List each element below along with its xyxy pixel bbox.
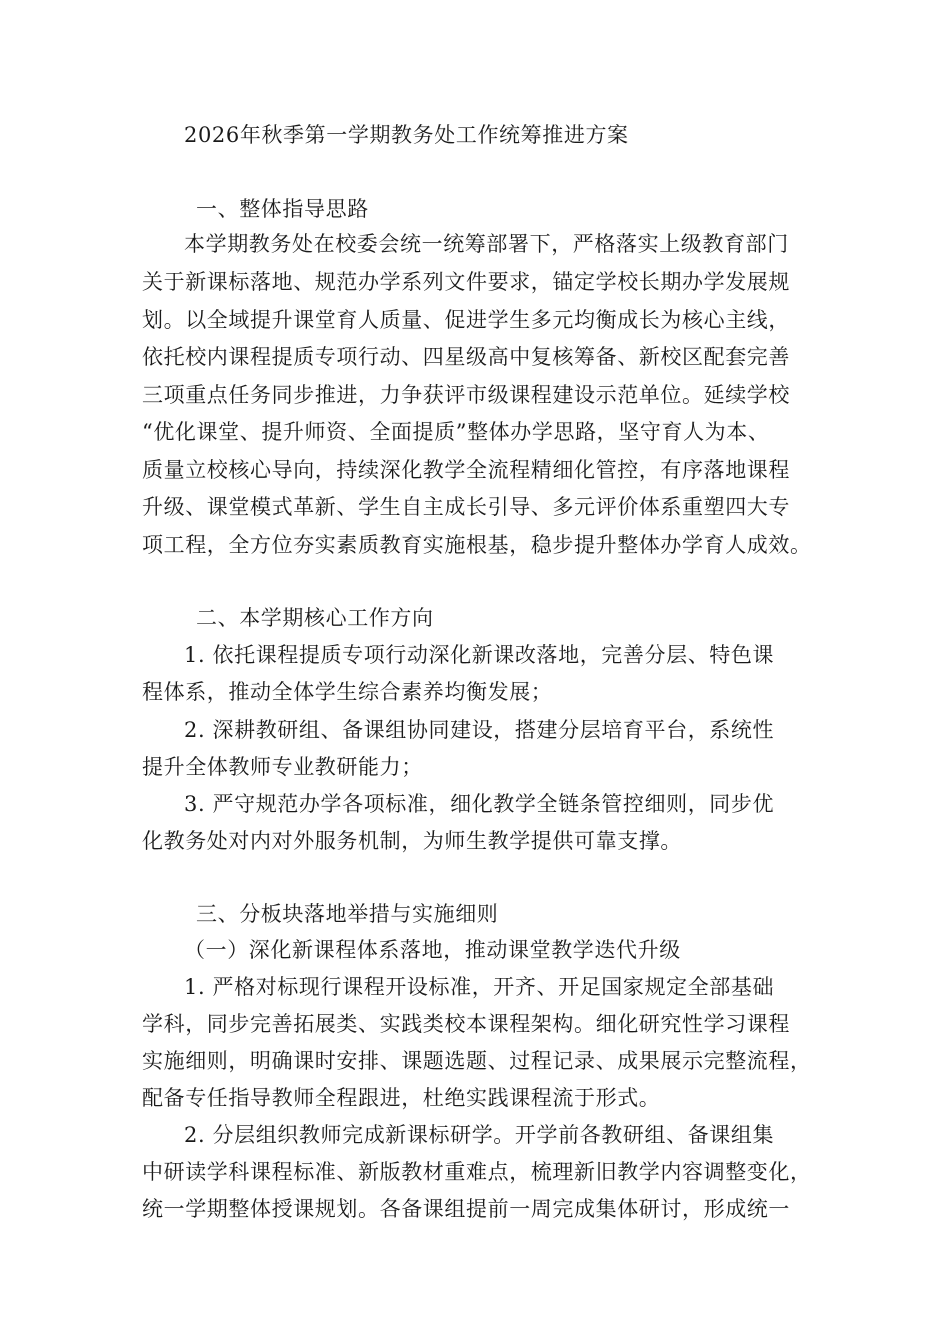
list-item-line: 3. 严守规范办学各项标准，细化教学全链条管控细则，同步优: [184, 792, 775, 816]
list-item-line: 程体系，推动全体学生综合素养均衡发展；: [142, 680, 553, 704]
paragraph-line: 升级、课堂模式革新、学生自主成长引导、多元评价体系重塑四大专: [142, 495, 790, 519]
list-item-line: 2. 分层组织教师完成新课标研学。开学前各教研组、备课组集: [184, 1123, 775, 1147]
section-heading-1: 一、整体指导思路: [196, 197, 369, 221]
list-item-line: 提升全体教师专业教研能力；: [142, 755, 423, 779]
section-heading-2: 二、本学期核心工作方向: [196, 606, 434, 630]
list-item-line: 统一学期整体授课规划。各备课组提前一周完成集体研讨，形成统一: [142, 1197, 790, 1221]
paragraph-line: 依托校内课程提质专项行动、四星级高中复核筹备、新校区配套完善: [142, 345, 790, 369]
paragraph-line: 划。以全域提升课堂育人质量、促进学生多元均衡成长为核心主线，: [142, 308, 790, 332]
paragraph-line: 质量立校核心导向，持续深化教学全流程精细化管控，有序落地课程: [142, 458, 790, 482]
list-item-line: 化教务处对内对外服务机制，为师生教学提供可靠支撑。: [142, 829, 682, 853]
list-item-line: 配备专任指导教师全程跟进，杜绝实践课程流于形式。: [142, 1086, 661, 1110]
paragraph-line: “优化课堂、提升师资、全面提质”整体办学思路，坚守育人为本、: [142, 420, 770, 444]
paragraph-line: 本学期教务处在校委会统一统筹部署下，严格落实上级教育部门: [184, 232, 789, 256]
list-item-line: 2. 深耕教研组、备课组协同建设，搭建分层培育平台，系统性: [184, 718, 775, 742]
document-title: 2026年秋季第一学期教务处工作统筹推进方案: [184, 123, 629, 147]
list-item-line: 中研读学科课程标准、新版教材重难点，梳理新旧教学内容调整变化，: [142, 1160, 812, 1184]
subsection-heading: （一）深化新课程体系落地，推动课堂教学迭代升级: [184, 938, 681, 962]
paragraph-line: 三项重点任务同步推进，力争获评市级课程建设示范单位。延续学校: [142, 383, 790, 407]
list-item-line: 1. 依托课程提质专项行动深化新课改落地，完善分层、特色课: [184, 643, 775, 667]
list-item-line: 1. 严格对标现行课程开设标准，开齐、开足国家规定全部基础: [184, 975, 775, 999]
paragraph-line: 项工程，全方位夯实素质教育实施根基，稳步提升整体办学育人成效。: [142, 533, 812, 557]
section-heading-3: 三、分板块落地举措与实施细则: [196, 902, 499, 926]
paragraph-line: 关于新课标落地、规范办学系列文件要求，锚定学校长期办学发展规: [142, 270, 790, 294]
list-item-line: 学科，同步完善拓展类、实践类校本课程架构。细化研究性学习课程: [142, 1012, 790, 1036]
list-item-line: 实施细则，明确课时安排、课题选题、过程记录、成果展示完整流程，: [142, 1049, 812, 1073]
